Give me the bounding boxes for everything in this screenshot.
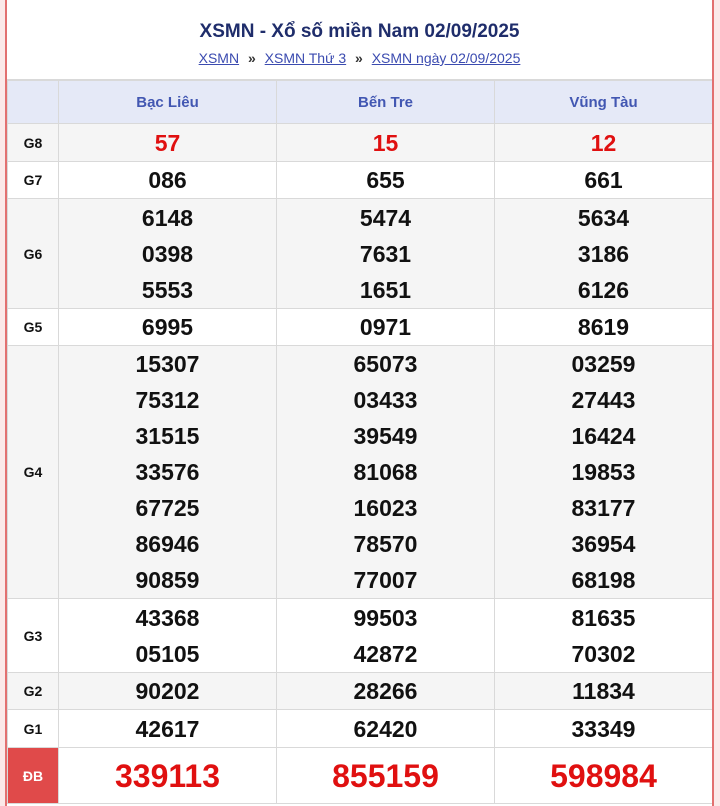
prize-number: 99503	[353, 604, 418, 631]
prize-number: 90859	[135, 567, 200, 593]
breadcrumb-separator: »	[247, 50, 256, 66]
breadcrumb-xsmn[interactable]: XSMN	[198, 50, 240, 66]
prize-row	[8, 309, 713, 346]
corner-cell	[8, 81, 59, 124]
breadcrumb-separator: »	[355, 50, 363, 66]
prize-number: 57	[154, 129, 181, 156]
prize-cell	[277, 309, 495, 346]
prize-number: 16424	[571, 423, 636, 449]
prize-label: ĐB	[8, 748, 59, 804]
province-header[interactable]: Bến Tre	[277, 81, 495, 124]
prize-row	[8, 162, 713, 199]
prize-number: 5634	[577, 204, 630, 231]
prize-number: 0398	[141, 240, 194, 267]
prize-cell	[277, 162, 495, 199]
prize-row	[8, 346, 713, 599]
prize-number: 7631	[359, 240, 412, 267]
prize-label: G6	[8, 199, 59, 309]
prize-number: 81635	[571, 604, 636, 631]
province-header[interactable]: Vũng Tàu	[495, 81, 713, 124]
prize-cell	[59, 710, 277, 748]
prize-number: 42872	[353, 640, 418, 667]
prize-cell	[59, 346, 277, 599]
prize-number: 5553	[141, 276, 194, 303]
prize-cell	[277, 710, 495, 748]
prize-number: 12	[590, 129, 617, 156]
results-panel	[5, 0, 714, 806]
prize-number: 15	[372, 129, 399, 156]
prize-row	[8, 599, 713, 673]
prize-number: 661	[584, 167, 623, 193]
breadcrumb	[7, 50, 712, 66]
prize-number: 78570	[353, 531, 418, 557]
prize-cell	[495, 710, 713, 748]
prize-number: 0971	[359, 314, 412, 340]
prize-number: 77007	[353, 567, 418, 593]
prize-cell	[277, 199, 495, 309]
prize-number: 5474	[359, 204, 412, 231]
page-title: XSMN - Xổ số miền Nam 02/09/2025	[199, 21, 520, 42]
prize-number: 339113	[114, 757, 220, 794]
prize-number: 75312	[135, 387, 200, 413]
prize-cell	[495, 162, 713, 199]
prize-label: G4	[8, 346, 59, 599]
prize-number: 16023	[353, 495, 418, 521]
prize-row	[8, 673, 713, 710]
prize-number: 81068	[353, 459, 418, 485]
prize-cell	[495, 346, 713, 599]
prize-number: 62420	[353, 715, 418, 742]
prize-cell	[59, 124, 277, 162]
prize-number: 655	[366, 167, 405, 193]
prize-cell	[59, 748, 277, 804]
prize-number: 68198	[571, 567, 636, 593]
prize-number: 43368	[135, 604, 200, 631]
prize-number: 6148	[141, 204, 194, 231]
results-header	[7, 0, 712, 80]
prize-cell	[495, 309, 713, 346]
prize-cell	[495, 673, 713, 710]
prize-number: 39549	[353, 423, 418, 449]
prize-number: 70302	[571, 640, 636, 667]
prize-cell	[277, 346, 495, 599]
prize-label: G8	[8, 124, 59, 162]
prize-label: G7	[8, 162, 59, 199]
prize-label: G3	[8, 599, 59, 673]
prize-cell	[59, 199, 277, 309]
prize-number: 05105	[135, 640, 200, 667]
prize-number: 31515	[135, 423, 200, 449]
prize-number: 03259	[571, 351, 636, 377]
prize-cell	[277, 673, 495, 710]
breadcrumb-xsmn-date[interactable]: XSMN ngày 02/09/2025	[371, 50, 521, 66]
prize-number: 27443	[571, 387, 636, 413]
prize-label: G1	[8, 710, 59, 748]
prize-row	[8, 748, 713, 804]
prize-cell	[495, 124, 713, 162]
prize-cell	[277, 124, 495, 162]
prize-cell	[495, 599, 713, 673]
prize-cell	[277, 599, 495, 673]
prize-number: 855159	[332, 757, 439, 794]
prize-number: 03433	[353, 387, 418, 413]
prize-number: 8619	[577, 314, 630, 340]
prize-number: 83177	[571, 495, 636, 521]
breadcrumb-xsmn-thu-3[interactable]: XSMN Thứ 3	[264, 50, 347, 66]
prize-cell	[59, 162, 277, 199]
prize-number: 6995	[141, 314, 194, 340]
prize-row	[8, 710, 713, 748]
prize-number: 42617	[135, 715, 200, 742]
prize-cell	[277, 748, 495, 804]
prize-label: G2	[8, 673, 59, 710]
prize-number: 3186	[577, 240, 630, 267]
prize-cell	[59, 673, 277, 710]
province-header-row	[8, 81, 713, 124]
prize-number: 11834	[572, 678, 635, 704]
prize-cell	[59, 599, 277, 673]
prize-number: 086	[148, 167, 187, 193]
prize-number: 86946	[135, 531, 200, 557]
prize-number: 33349	[571, 715, 636, 742]
prize-number: 36954	[571, 531, 636, 557]
prize-cell	[59, 309, 277, 346]
prize-number: 6126	[577, 276, 630, 303]
prize-number: 598984	[550, 757, 657, 794]
prize-number: 1651	[359, 276, 412, 303]
prize-number: 90202	[135, 678, 200, 704]
prize-number: 67725	[135, 495, 200, 521]
prize-cell	[495, 199, 713, 309]
prize-number: 65073	[353, 351, 418, 377]
prize-row	[8, 124, 713, 162]
prize-row	[8, 199, 713, 309]
results-table	[7, 80, 713, 804]
prize-number: 33576	[135, 459, 200, 485]
prize-body	[8, 124, 713, 804]
prize-number: 19853	[571, 459, 636, 485]
province-header[interactable]: Bạc Liêu	[59, 81, 277, 124]
prize-label: G5	[8, 309, 59, 346]
prize-number: 28266	[353, 678, 418, 704]
prize-number: 15307	[135, 351, 200, 377]
prize-cell	[495, 748, 713, 804]
